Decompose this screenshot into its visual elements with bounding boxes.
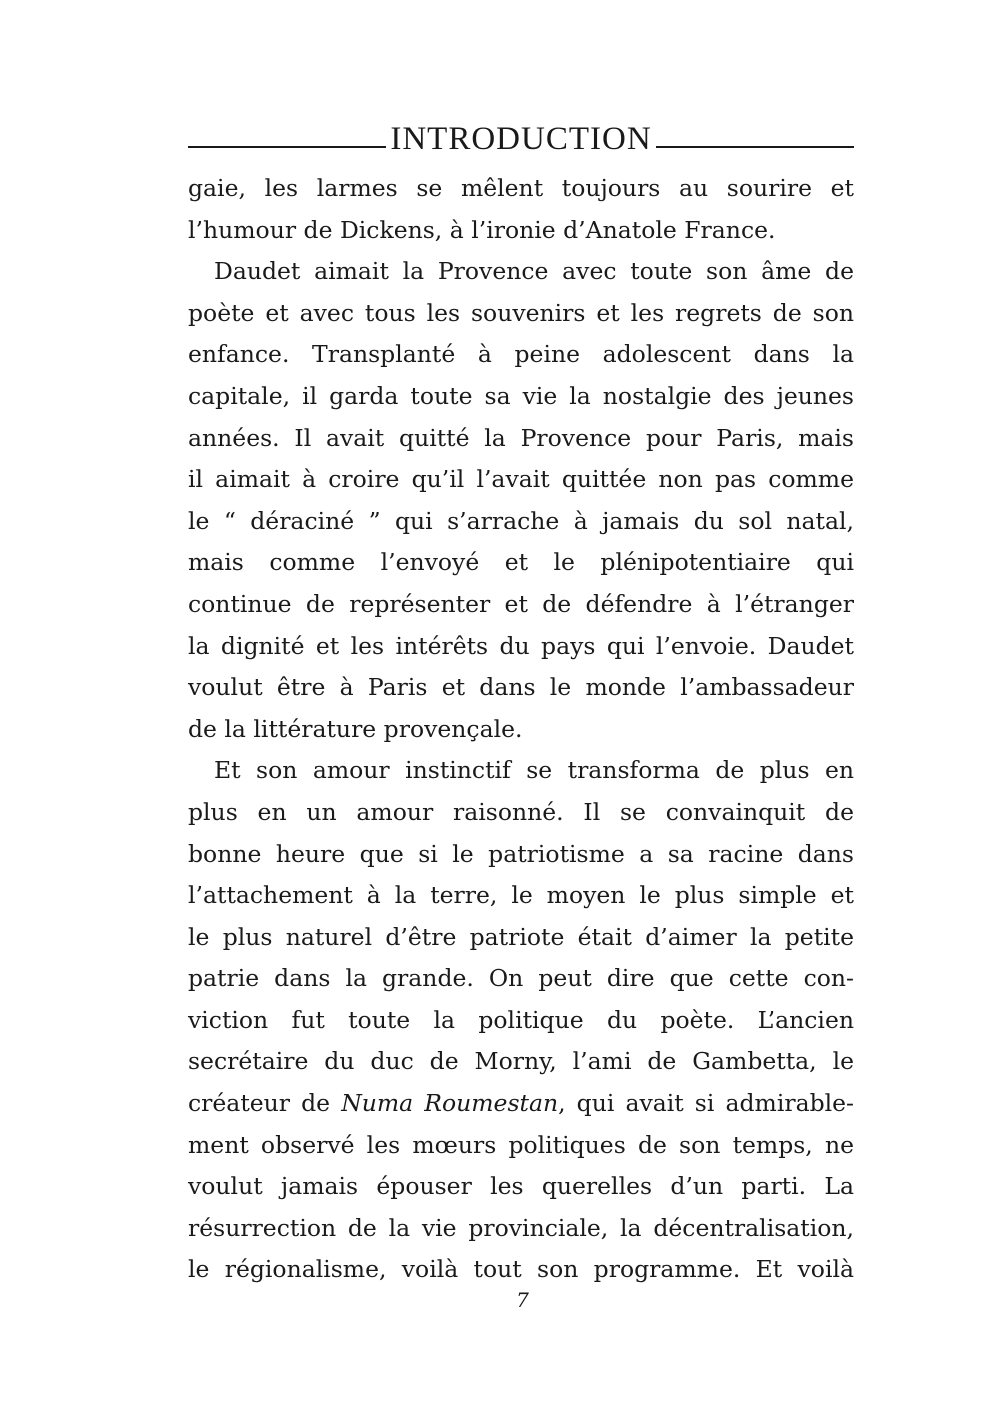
text-line-with-title [188, 1083, 854, 1125]
text-line: années. Il avait quitté la Provence pour Paris, mais [188, 423, 854, 452]
text-line: le plus naturel d’être patriote était d’aimer la petite [188, 922, 854, 951]
text-line: continue de représenter et de défendre à l’étranger [188, 589, 854, 618]
text-line: mais comme l’envoyé et le plénipotentiaire qui [188, 548, 854, 577]
text-line: le “ déraciné ” qui s’arrache à jamais du sol natal, [188, 506, 854, 535]
text-line: il aimait à croire qu’il l’avait quittée non pas comme [188, 465, 854, 494]
header-rule-left [188, 146, 386, 148]
page-number: 7 [516, 1288, 529, 1312]
book-title: Numa Roumestan [341, 1089, 559, 1118]
text-line: secrétaire du duc de Morny, l’ami de Gambetta, le [188, 1047, 854, 1076]
text-line: Et son amour instinctif se transforma de plus en [214, 756, 854, 785]
text-line: Daudet aimait la Provence avec toute son âme de [214, 257, 854, 286]
text-line: enfance. Transplanté à peine adolescent dans la [188, 340, 854, 369]
header-rule-right [656, 146, 854, 148]
text-line: plus en un amour raisonné. Il se convainquit de [188, 797, 854, 826]
text-line: voulut être à Paris et dans le monde l’ambassadeur [188, 673, 854, 702]
running-header [188, 112, 854, 156]
text-line: poète et avec tous les souvenirs et les regrets de son [188, 298, 854, 327]
text-line: l’attachement à la terre, le moyen le plus simple et [188, 881, 854, 910]
text-line: bonne heure que si le patriotisme a sa racine dans [188, 839, 854, 868]
text-line: le régionalisme, voilà tout son programme. Et voilà [188, 1255, 854, 1284]
text-line: la dignité et les intérêts du pays qui l’envoie. Daudet [188, 631, 854, 660]
text-line: de la littérature provençale. [188, 714, 523, 743]
text-line: résurrection de la vie provinciale, la décentralisation, [188, 1213, 854, 1242]
text-fragment: créateur de [188, 1089, 342, 1118]
text-line: patrie dans la grande. On peut dire que cette con- [188, 964, 854, 993]
text-line: gaie, les larmes se mêlent toujours au sourire et [188, 174, 854, 202]
page-title: INTRODUCTION [390, 121, 652, 157]
body-text [188, 168, 854, 1291]
text-line: viction fut toute la politique du poète. L’ancien [188, 1005, 854, 1034]
text-line: capitale, il garda toute sa vie la nostalgie des jeunes [188, 381, 854, 410]
text-line: l’humour de Dickens, à l’ironie d’Anatole France. [188, 215, 776, 244]
text-fragment: , qui avait si admirable- [558, 1089, 854, 1118]
text-line: ment observé les mœurs politiques de son temps, ne [188, 1130, 854, 1159]
text-line: voulut jamais épouser les querelles d’un parti. La [188, 1172, 854, 1201]
